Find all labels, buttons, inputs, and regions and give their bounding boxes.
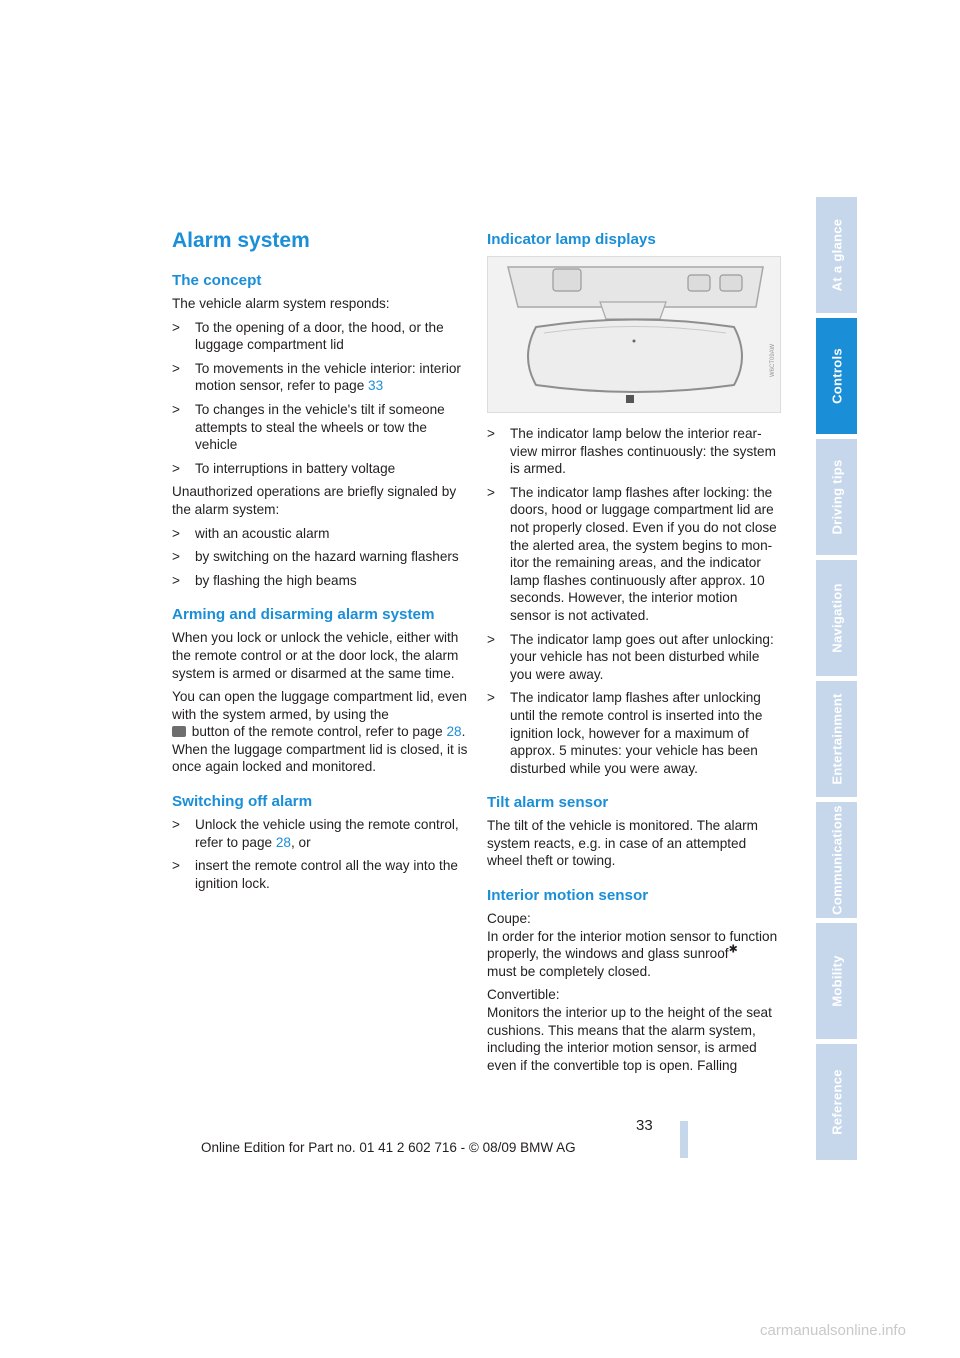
page-title: Alarm system [172,229,310,252]
concept-intro: The vehicle alarm system responds: [172,296,390,311]
tab-mobility[interactable]: Mobility [816,923,857,1039]
optional-equipment-icon: ✱ [728,943,738,956]
list-item: > To the opening of a door, the hood, or the luggage compartment lid [172,319,444,353]
switching-off-list [172,816,468,892]
motion-heading: Interior motion sensor [487,887,649,905]
tab-navigation[interactable]: Navigation [816,560,857,676]
tab-controls[interactable]: Controls [816,318,857,434]
signal-list [172,525,468,590]
page-number: 33 [636,1117,653,1134]
tilt-heading: Tilt alarm sensor [487,794,609,812]
list-item: > The indicator lamp goes out after unlocking: your vehicle has not been disturbed while you were away. [487,631,774,682]
footer-text: Online Edition for Part no. 01 41 2 602 716 - © 08/09 BMW AG [201,1140,576,1155]
watermark: carmanualsonline.info [760,1322,906,1339]
rearview-mirror-illustration [488,257,780,412]
trunk-button-icon [172,726,186,737]
tab-communications[interactable]: Communications [816,802,857,918]
tilt-text: The tilt of the vehicle is monitored. The alarm system reacts, e.g. in case of an attempted wheel theft or towing. [487,818,758,869]
list-item: > insert the remote control all the way into the ignition lock. [172,858,458,891]
arming-paragraph-2: You can open the luggage compartment lid, even with the system armed, by using the button of the remote control, refer to page 28. When the luggage compartment lid is closed, it is once again locked and monitored. [172,689,468,775]
list-item: > To movements in the vehicle interior: interior motion sensor, refer to page 33 [172,360,461,394]
tab-reference[interactable]: Reference [816,1044,857,1160]
switching-off-heading: Switching off alarm [172,793,313,811]
signal-text: Unauthorized operations are briefly signaled by the alarm system: [172,484,457,517]
list-item: > To changes in the vehicle's tilt if someone attempts to steal the wheels or tow the vehicle [172,401,445,453]
right-column [487,228,781,1080]
rearview-mirror-figure [487,256,781,413]
list-item: > by switching on the hazard warning flashers [172,549,459,565]
indicator-heading: Indicator lamp displays [487,231,656,248]
list-item: > The indicator lamp flashes after locking: the doors, hood or luggage compartment lid are not properly closed. Even if you do not close the alerted area, the system begins to monitor the remaining areas, and the indicator lamp flashes continuously after approx. 10 seconds. However, the interior motion sensor is not activated. [487,484,777,623]
page-link[interactable]: 33 [368,378,384,394]
tab-entertainment[interactable]: Entertainment [816,681,857,797]
arming-heading: Arming and disarming alarm system [172,606,435,624]
list-item: > Unlock the vehicle using the remote control, refer to page 28, or [172,817,459,850]
concept-list [172,319,468,478]
arming-paragraph: When you lock or unlock the vehicle, either with the remote control or at the door lock, the alarm system is armed or disarmed at the same time. [172,630,459,681]
list-item: > To interruptions in battery voltage [172,460,396,476]
list-item: > with an acoustic alarm [172,525,330,541]
convertible-paragraph: Convertible: Monitors the interior up to the height of the seat cushions. This means that the alarm system, including the interior motion sensor, is armed even if the convertible top is open. Falling [487,987,772,1073]
tab-at-a-glance[interactable]: At a glance [816,197,857,313]
chapter-sidebar [816,197,857,1165]
tab-driving-tips[interactable]: Driving tips [816,439,857,555]
indicator-list [487,425,781,777]
list-item: > The indicator lamp below the interior rearview mirror flashes continuously: the system is armed. [487,426,776,477]
page-link[interactable]: 28 [275,834,291,850]
left-column [172,228,468,898]
page-link[interactable]: 28 [446,724,462,740]
svg-text:W6CT09AW: W6CT09AW [770,343,776,377]
coupe-paragraph: Coupe: In order for the interior motion sensor to function properly, the windows and glass sunroof✱ must be completely closed. [487,911,778,979]
concept-heading: The concept [172,272,262,289]
footer-bar [680,1121,688,1158]
list-item: > The indicator lamp flashes after unlocking until the remote control is inserted into the ignition lock, however for a maximum of approx. 5 minutes: your vehicle has been disturbed while you were away. [487,690,763,776]
list-item: > by flashing the high beams [172,572,357,588]
